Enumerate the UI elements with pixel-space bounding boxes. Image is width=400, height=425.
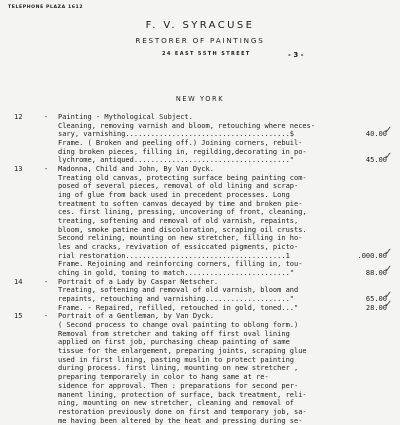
entry-line (0, 312, 400, 321)
page-number: - 3 - (288, 51, 304, 59)
entry-line (0, 122, 400, 131)
checkmark-icon: ✓ (384, 246, 393, 258)
entry-text: restoration previously done on first and temporary job, sa- (58, 407, 307, 416)
entry-amount: 88.00 (365, 269, 387, 278)
entry-text: Second relining, mounting on new stretcher, filling in ho- (58, 234, 303, 243)
checkmark-icon: ✓ (384, 151, 393, 163)
entry-line (0, 260, 400, 269)
entry-text: manent lining, protection of surface, back treatment, reli- (58, 390, 307, 399)
entry-text: me having been altered by the heat and pressing during se- (58, 416, 303, 425)
entry-text: treating, softening and removal of old varnish, repaints, (58, 217, 299, 226)
entry-amount: .000.00 (357, 251, 387, 260)
entry-line (0, 243, 400, 252)
entry-line (0, 226, 400, 235)
entry-text: ( Second process to change oval painting to oblong form.) (58, 321, 299, 330)
entry-line (0, 191, 400, 200)
entry-line (0, 399, 400, 408)
item-dash: - (44, 277, 49, 286)
entry-text: during process. first lining, mounting on new stretcher , (58, 364, 299, 373)
entry-amount: 45.00 (365, 156, 387, 165)
entry-amount: 28.00 (365, 303, 387, 312)
item-number: 13 (14, 165, 23, 174)
entry-line (0, 148, 400, 157)
entry-text: Cleaning, removing varnish and bloom, retouching where neces- (58, 121, 316, 130)
item-number: 12 (14, 113, 23, 121)
entry-line (0, 208, 400, 217)
invoice-entries (0, 113, 400, 425)
entry-text: ding broken pieces, filling in, regilding,decorating in po- (58, 147, 307, 156)
entry-line (0, 321, 400, 330)
company-subtitle: RESTORER OF PAINTINGS (135, 36, 265, 45)
entry-line (0, 165, 400, 174)
entry-text: les and cracks, revivation of essiccated pigments, picto- (58, 243, 299, 252)
entry-text: Portrait of a Gentleman, by Van Dyck. (58, 312, 214, 321)
entry-line (0, 278, 400, 287)
entry-text: tissue for the enlargement, preparing joints, scraping glue (58, 347, 307, 356)
entry-text: ning, mounting on new stretcher, cleaning and removal of (58, 399, 295, 408)
entry-text: Removal from stretcher and taking off first oval lining (58, 329, 290, 338)
item-dash: - (44, 165, 49, 174)
entry-line (0, 174, 400, 183)
entry-line (0, 364, 400, 373)
item-number: 15 (14, 312, 23, 321)
entry-line (0, 347, 400, 356)
entry-text: bloom, smoke patine and discoloration, scraping oil crusts. (58, 225, 307, 234)
entry-amount: 40.00 (365, 130, 387, 139)
entry-line (0, 139, 400, 148)
phone-number: TELEPHONE PLAZA 1612 (8, 5, 84, 10)
city-name: NEW YORK (175, 95, 225, 103)
checkmark-icon: ✓ (384, 125, 393, 137)
entry-text: sary, varnishing.......................................$ (58, 130, 295, 139)
checkmark-icon: ✓ (384, 264, 393, 276)
entry-text: rial restoration......................................1 (58, 251, 290, 260)
item-dash: - (44, 312, 49, 321)
entry-line (0, 330, 400, 339)
entry-line (0, 356, 400, 365)
company-name: F. V. SYRACUSE (145, 20, 255, 31)
entry-text: ching in gold, toning to match........................." (58, 269, 295, 278)
entry-text: used in first lining, pasting muslin to protect painting (58, 355, 295, 364)
entry-text: Treating old canvas, protecting surface being painting com- (58, 173, 307, 182)
entry-text: Frame. ( Broken and peeling off.) Joining corners, rebuil- (58, 139, 303, 148)
entry-line (0, 417, 400, 425)
entry-line (0, 286, 400, 295)
item-dash: - (44, 113, 49, 121)
entry-text: Portrait of a Lady by Caspar Netscher. (58, 277, 219, 286)
entry-text: ces. first lining, pressing, uncovering of front, cleaning, (58, 208, 307, 217)
entry-line (0, 338, 400, 347)
checkmark-icon: ✓ (384, 290, 393, 302)
entry-text: Madonna, Child and John, By Van Dyck. (58, 165, 214, 174)
entry-line (0, 217, 400, 226)
entry-text: preparing temporarely in color to hang same at re- (58, 373, 269, 382)
entry-text: applied on first job, purchasing cheap painting of same (58, 338, 290, 347)
entry-line (0, 408, 400, 417)
street-address: 24 EAST 55TH STREET (162, 51, 251, 57)
entry-text: Frame. Rejoining and reinforcing corners, filling in, tou- (58, 260, 303, 269)
item-number: 14 (14, 277, 23, 286)
entry-line (0, 382, 400, 391)
entry-amount: 65.00 (365, 295, 387, 304)
entry-text: repaints, retouching and varnishing...................." (58, 295, 295, 304)
entry-line (0, 373, 400, 382)
entry-line (0, 391, 400, 400)
entry-text: lychrome, antiqued....................................." (58, 156, 295, 165)
entry-text: posed of several pieces, removal of old lining and scrap- (58, 182, 299, 191)
checkmark-icon: ✓ (384, 298, 393, 310)
entry-text: Painting - Mythological Subject. (58, 113, 193, 121)
entry-text: ing of glue from back used in precedent processes. Long (58, 191, 290, 200)
entry-line (0, 200, 400, 209)
entry-text: treatment to soften canvas decayed by time and broken pie- (58, 199, 303, 208)
entry-text: Treating, softening and removal of old varnish, bloom and (58, 286, 299, 295)
entry-line (0, 113, 400, 122)
entry-line (0, 182, 400, 191)
entry-text: sidence for approval. Then : preparations for second per- (58, 381, 299, 390)
entry-text: Frame. - Repaired, refilled, retouched in gold, toned..." (58, 303, 299, 312)
entry-line (0, 234, 400, 243)
